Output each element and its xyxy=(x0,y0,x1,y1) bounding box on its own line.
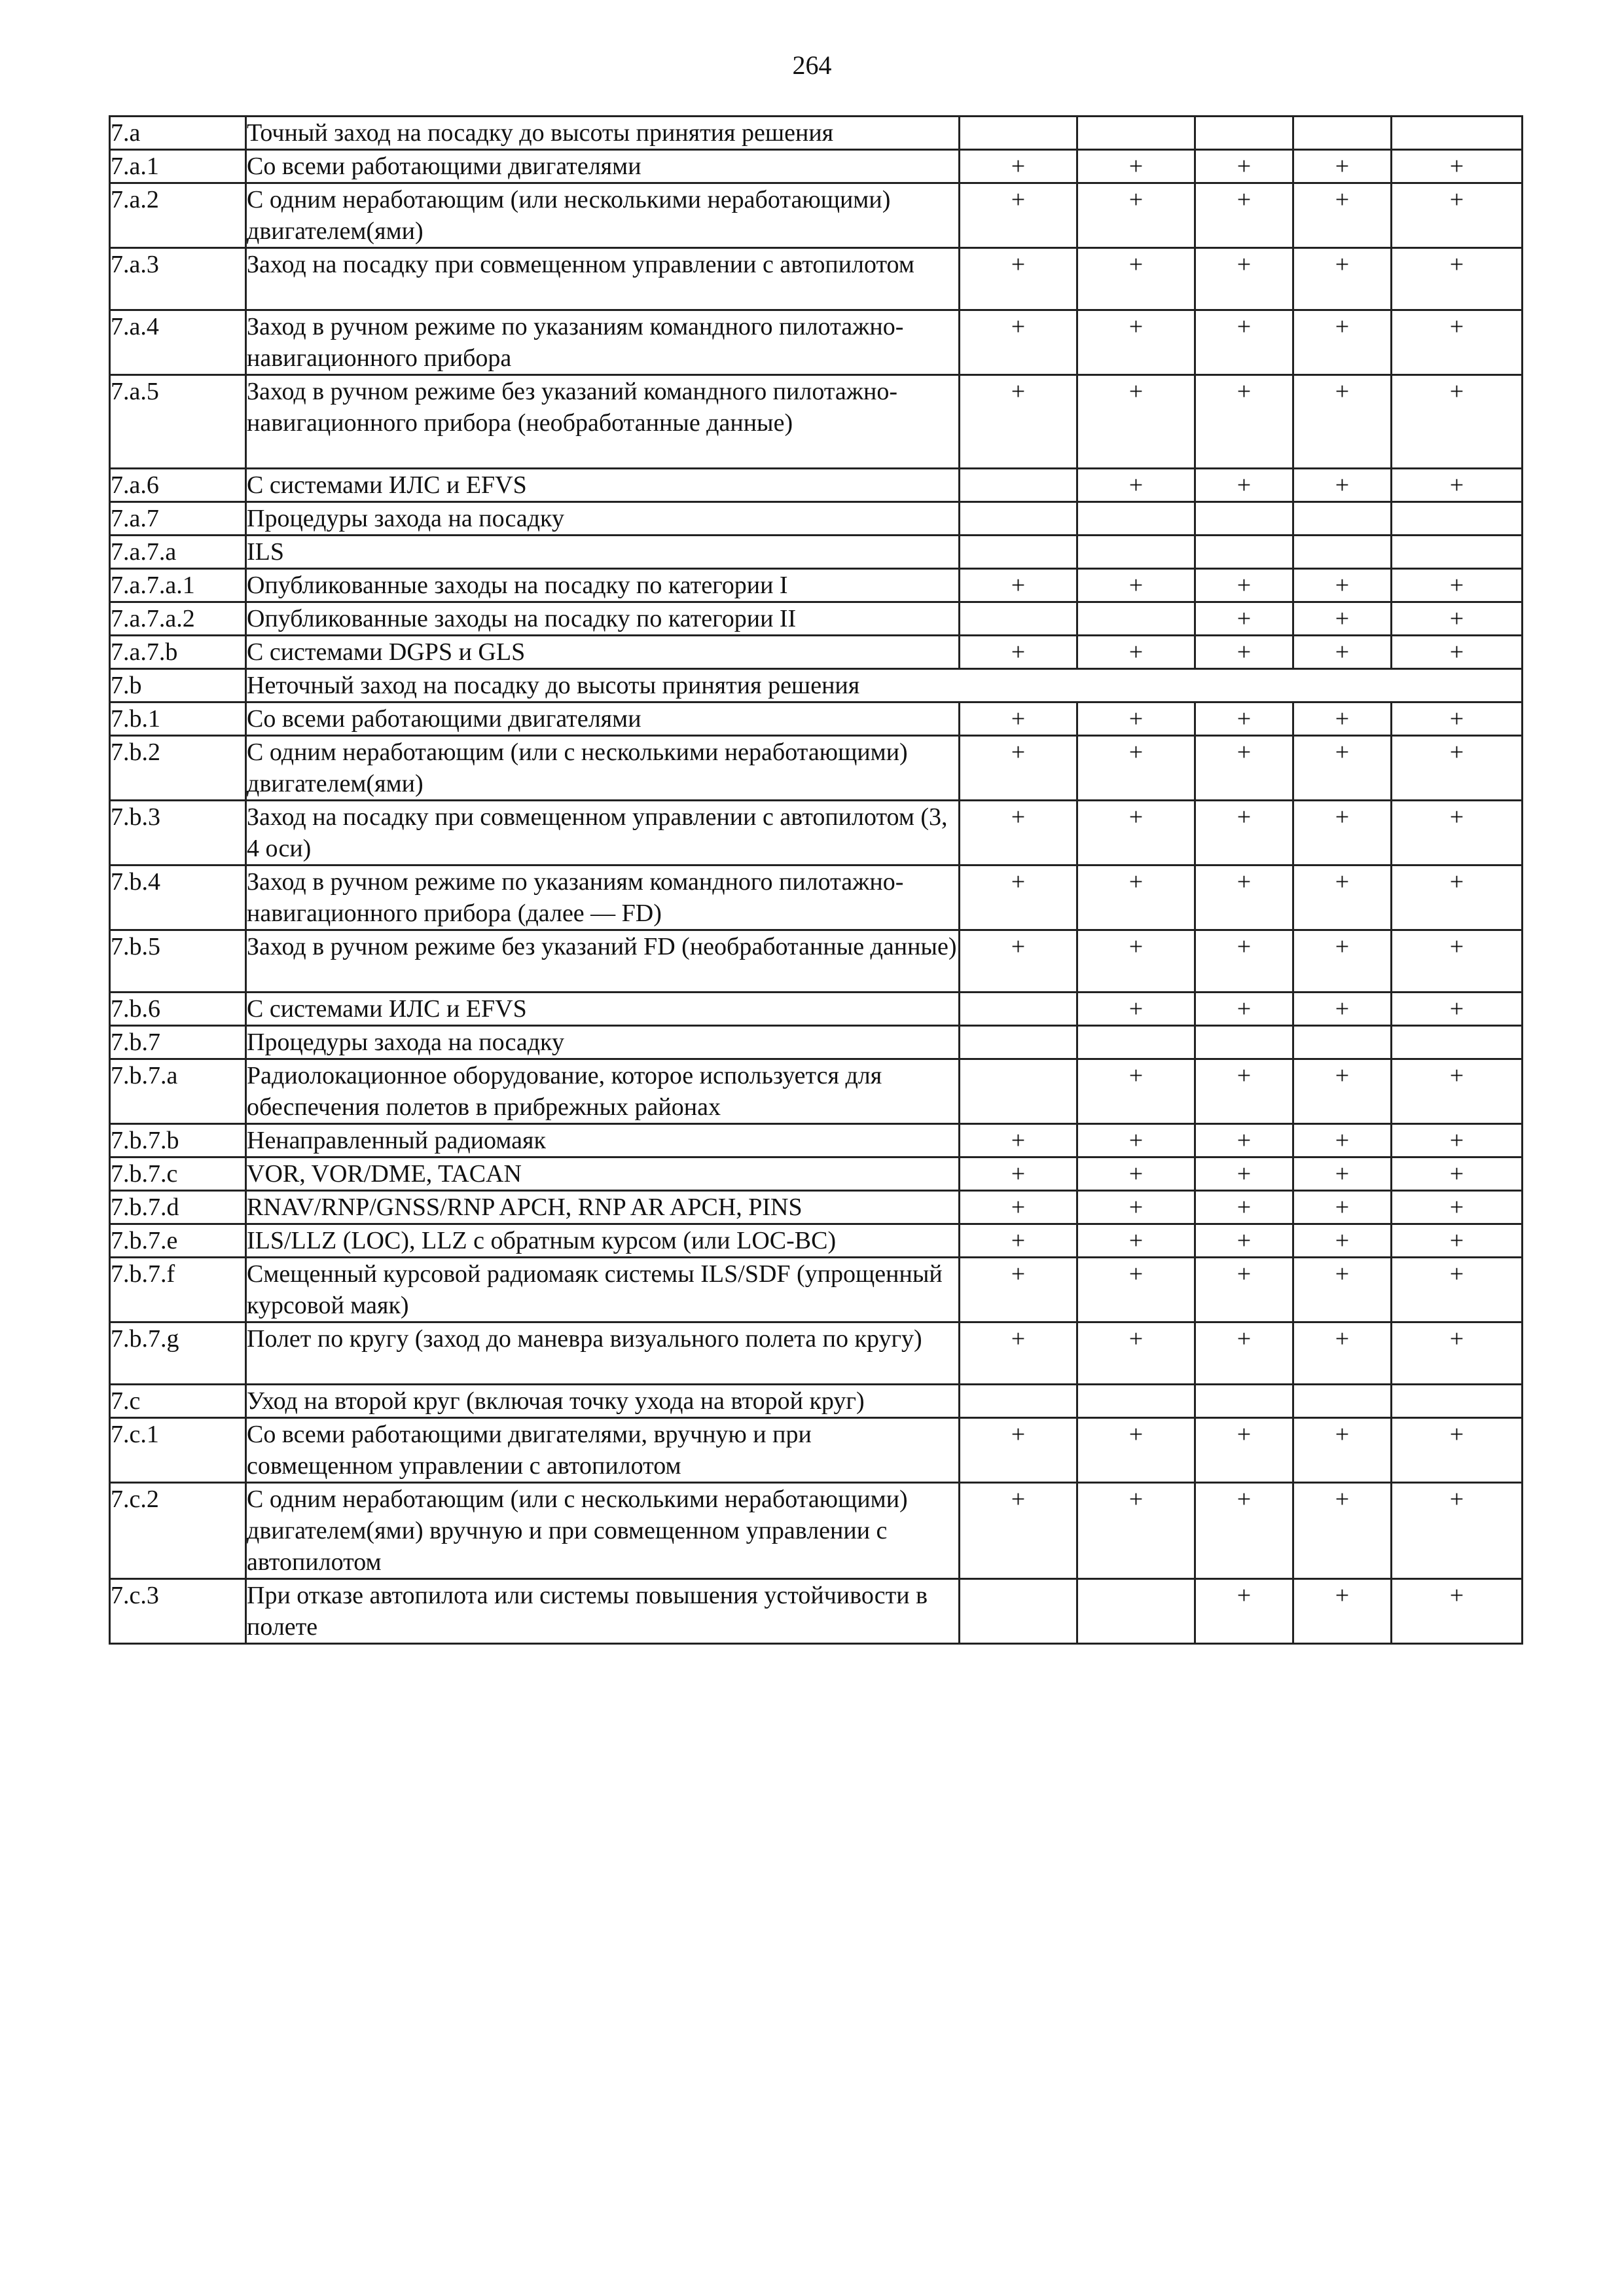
row-mark-col-5 xyxy=(1392,502,1523,536)
row-description: Точный заход на посадку до высоты принятия решения xyxy=(246,117,960,150)
row-mark-col-1: + xyxy=(960,702,1077,736)
table-row xyxy=(110,1059,1523,1124)
row-mark-col-5: + xyxy=(1392,1191,1523,1224)
row-code: 7.b.7.b xyxy=(110,1124,246,1157)
row-mark-col-2: + xyxy=(1077,1418,1195,1483)
row-mark-col-3 xyxy=(1195,536,1293,569)
table-row xyxy=(110,569,1523,602)
row-mark-col-2: + xyxy=(1077,702,1195,736)
row-mark-col-4 xyxy=(1293,1385,1392,1418)
row-mark-col-2: + xyxy=(1077,1124,1195,1157)
row-mark-col-1: + xyxy=(960,1191,1077,1224)
row-mark-col-4: + xyxy=(1293,1157,1392,1191)
row-mark-col-4: + xyxy=(1293,602,1392,636)
row-mark-col-4: + xyxy=(1293,1418,1392,1483)
table-row xyxy=(110,866,1523,930)
row-mark-col-3 xyxy=(1195,1385,1293,1418)
row-mark-col-3: + xyxy=(1195,248,1293,310)
row-mark-col-5: + xyxy=(1392,248,1523,310)
row-mark-col-3 xyxy=(1195,117,1293,150)
row-code: 7.b.5 xyxy=(110,930,246,993)
row-mark-col-2: + xyxy=(1077,1483,1195,1579)
row-mark-col-4: + xyxy=(1293,1483,1392,1579)
row-description: RNAV/RNP/GNSS/RNP APCH, RNP AR APCH, PINS xyxy=(246,1191,960,1224)
row-code: 7.a.7.a.1 xyxy=(110,569,246,602)
row-description: С одним неработающим (или несколькими неработающими) двигателем(ями) xyxy=(246,183,960,248)
row-description: Заход в ручном режиме по указаниям командного пилотажно-навигационного прибора (далее — FD) xyxy=(246,866,960,930)
row-mark-col-3: + xyxy=(1195,1483,1293,1579)
row-mark-col-4: + xyxy=(1293,993,1392,1026)
table-row xyxy=(110,502,1523,536)
row-mark-col-2: + xyxy=(1077,1059,1195,1124)
row-code: 7.a.1 xyxy=(110,150,246,183)
table-row xyxy=(110,1124,1523,1157)
row-mark-col-4: + xyxy=(1293,1322,1392,1385)
row-description: Ненаправленный радиомаяк xyxy=(246,1124,960,1157)
row-mark-col-4: + xyxy=(1293,702,1392,736)
row-mark-col-5: + xyxy=(1392,1258,1523,1322)
row-mark-col-5: + xyxy=(1392,183,1523,248)
row-mark-col-4: + xyxy=(1293,1224,1392,1258)
table-row xyxy=(110,117,1523,150)
row-code: 7.a.7.b xyxy=(110,636,246,669)
row-mark-col-4: + xyxy=(1293,310,1392,375)
row-mark-col-3: + xyxy=(1195,866,1293,930)
row-mark-col-2: + xyxy=(1077,866,1195,930)
row-mark-col-1: + xyxy=(960,866,1077,930)
row-mark-col-5: + xyxy=(1392,1483,1523,1579)
row-description: Со всеми работающими двигателями xyxy=(246,702,960,736)
row-description: Неточный заход на посадку до высоты принятия решения xyxy=(246,669,1523,702)
row-mark-col-3: + xyxy=(1195,1224,1293,1258)
row-description: ILS xyxy=(246,536,960,569)
row-mark-col-1: + xyxy=(960,1124,1077,1157)
row-code: 7.b.7.g xyxy=(110,1322,246,1385)
table-row xyxy=(110,1224,1523,1258)
row-code: 7.a.6 xyxy=(110,469,246,502)
row-mark-col-2: + xyxy=(1077,150,1195,183)
row-description: VOR, VOR/DME, TACAN xyxy=(246,1157,960,1191)
row-mark-col-4: + xyxy=(1293,375,1392,469)
row-description: Со всеми работающими двигателями xyxy=(246,150,960,183)
row-mark-col-1 xyxy=(960,469,1077,502)
table-row xyxy=(110,801,1523,866)
row-mark-col-2: + xyxy=(1077,801,1195,866)
row-mark-col-4: + xyxy=(1293,1579,1392,1644)
row-description: С системами DGPS и GLS xyxy=(246,636,960,669)
row-description: Заход в ручном режиме без указаний FD (необработанные данные) xyxy=(246,930,960,993)
table-row xyxy=(110,602,1523,636)
row-mark-col-1: + xyxy=(960,801,1077,866)
row-mark-col-3: + xyxy=(1195,930,1293,993)
table-row xyxy=(110,469,1523,502)
row-mark-col-1 xyxy=(960,502,1077,536)
row-mark-col-5: + xyxy=(1392,993,1523,1026)
table-row xyxy=(110,183,1523,248)
row-mark-col-5: + xyxy=(1392,702,1523,736)
row-description: Полет по кругу (заход до маневра визуального полета по кругу) xyxy=(246,1322,960,1385)
row-mark-col-1: + xyxy=(960,1258,1077,1322)
row-code: 7.a.7.a xyxy=(110,536,246,569)
table-row xyxy=(110,636,1523,669)
row-mark-col-2 xyxy=(1077,1579,1195,1644)
row-code: 7.a.5 xyxy=(110,375,246,469)
row-code: 7.b.7 xyxy=(110,1026,246,1059)
row-mark-col-2: + xyxy=(1077,736,1195,801)
row-mark-col-2: + xyxy=(1077,1258,1195,1322)
row-mark-col-5 xyxy=(1392,1385,1523,1418)
row-code: 7.b.1 xyxy=(110,702,246,736)
row-code: 7.a xyxy=(110,117,246,150)
row-code: 7.b.2 xyxy=(110,736,246,801)
row-mark-col-1: + xyxy=(960,183,1077,248)
row-code: 7.b.7.d xyxy=(110,1191,246,1224)
row-mark-col-2: + xyxy=(1077,1157,1195,1191)
row-mark-col-1: + xyxy=(960,569,1077,602)
row-description: Заход на посадку при совмещенном управлении с автопилотом xyxy=(246,248,960,310)
row-mark-col-3: + xyxy=(1195,736,1293,801)
row-description: С одним неработающим (или с несколькими неработающими) двигателем(ями) вручную и при совмещенном управлении с автопилотом xyxy=(246,1483,960,1579)
row-mark-col-4: + xyxy=(1293,1059,1392,1124)
row-mark-col-5 xyxy=(1392,117,1523,150)
row-mark-col-3: + xyxy=(1195,993,1293,1026)
row-code: 7.c.2 xyxy=(110,1483,246,1579)
row-code: 7.b.6 xyxy=(110,993,246,1026)
row-mark-col-5: + xyxy=(1392,150,1523,183)
row-code: 7.c.3 xyxy=(110,1579,246,1644)
table-row xyxy=(110,310,1523,375)
row-mark-col-3: + xyxy=(1195,636,1293,669)
row-mark-col-3: + xyxy=(1195,183,1293,248)
row-description: Процедуры захода на посадку xyxy=(246,1026,960,1059)
row-mark-col-3: + xyxy=(1195,1157,1293,1191)
row-code: 7.a.2 xyxy=(110,183,246,248)
row-description: Опубликованные заходы на посадку по категории II xyxy=(246,602,960,636)
row-mark-col-5: + xyxy=(1392,469,1523,502)
row-mark-col-5: + xyxy=(1392,736,1523,801)
row-mark-col-1 xyxy=(960,993,1077,1026)
table-row xyxy=(110,1157,1523,1191)
row-mark-col-1: + xyxy=(960,1418,1077,1483)
row-mark-col-4 xyxy=(1293,502,1392,536)
row-description: ILS/LLZ (LOC), LLZ с обратным курсом (или LOC-BC) xyxy=(246,1224,960,1258)
row-mark-col-4: + xyxy=(1293,150,1392,183)
row-code: 7.b.4 xyxy=(110,866,246,930)
row-mark-col-5: + xyxy=(1392,602,1523,636)
row-mark-col-5: + xyxy=(1392,1157,1523,1191)
table-row xyxy=(110,1322,1523,1385)
table-row xyxy=(110,993,1523,1026)
row-mark-col-2: + xyxy=(1077,1322,1195,1385)
row-mark-col-2: + xyxy=(1077,310,1195,375)
table-row xyxy=(110,1258,1523,1322)
row-mark-col-1 xyxy=(960,1579,1077,1644)
row-mark-col-2: + xyxy=(1077,1224,1195,1258)
row-mark-col-3: + xyxy=(1195,569,1293,602)
row-description: Смещенный курсовой радиомаяк системы ILS/SDF (упрощенный курсовой маяк) xyxy=(246,1258,960,1322)
row-mark-col-5: + xyxy=(1392,636,1523,669)
table-row xyxy=(110,150,1523,183)
row-mark-col-1: + xyxy=(960,248,1077,310)
row-mark-col-2: + xyxy=(1077,469,1195,502)
table-row xyxy=(110,669,1523,702)
row-mark-col-4 xyxy=(1293,117,1392,150)
row-mark-col-4: + xyxy=(1293,866,1392,930)
row-mark-col-1: + xyxy=(960,736,1077,801)
table-row xyxy=(110,1418,1523,1483)
row-mark-col-3: + xyxy=(1195,1579,1293,1644)
row-mark-col-2: + xyxy=(1077,1191,1195,1224)
row-mark-col-2: + xyxy=(1077,183,1195,248)
row-mark-col-1 xyxy=(960,1059,1077,1124)
row-mark-col-2: + xyxy=(1077,569,1195,602)
row-mark-col-5: + xyxy=(1392,1322,1523,1385)
row-mark-col-4: + xyxy=(1293,1124,1392,1157)
row-mark-col-2 xyxy=(1077,117,1195,150)
row-code: 7.b.3 xyxy=(110,801,246,866)
row-mark-col-5: + xyxy=(1392,569,1523,602)
row-mark-col-2 xyxy=(1077,1026,1195,1059)
table-row xyxy=(110,930,1523,993)
row-code: 7.b.7.c xyxy=(110,1157,246,1191)
row-mark-col-5: + xyxy=(1392,1579,1523,1644)
row-mark-col-1: + xyxy=(960,375,1077,469)
row-mark-col-2 xyxy=(1077,602,1195,636)
row-mark-col-2: + xyxy=(1077,248,1195,310)
row-description: Со всеми работающими двигателями, вручную и при совмещенном управлении с автопилотом xyxy=(246,1418,960,1483)
row-mark-col-5: + xyxy=(1392,1059,1523,1124)
row-code: 7.b xyxy=(110,669,246,702)
row-mark-col-4: + xyxy=(1293,801,1392,866)
table-body xyxy=(110,117,1523,1644)
row-mark-col-3 xyxy=(1195,502,1293,536)
row-code: 7.a.4 xyxy=(110,310,246,375)
row-mark-col-3: + xyxy=(1195,1124,1293,1157)
row-code: 7.c xyxy=(110,1385,246,1418)
row-mark-col-5: + xyxy=(1392,1124,1523,1157)
row-description: Заход в ручном режиме по указаниям командного пилотажно-навигационного прибора xyxy=(246,310,960,375)
row-mark-col-1: + xyxy=(960,1483,1077,1579)
row-description: С системами ИЛС и EFVS xyxy=(246,469,960,502)
row-mark-col-5: + xyxy=(1392,375,1523,469)
row-mark-col-1: + xyxy=(960,1157,1077,1191)
row-mark-col-2: + xyxy=(1077,636,1195,669)
row-mark-col-5: + xyxy=(1392,801,1523,866)
row-code: 7.b.7.f xyxy=(110,1258,246,1322)
row-mark-col-3: + xyxy=(1195,1258,1293,1322)
row-mark-col-4 xyxy=(1293,536,1392,569)
row-mark-col-4: + xyxy=(1293,1191,1392,1224)
row-description: Опубликованные заходы на посадку по категории I xyxy=(246,569,960,602)
row-mark-col-3: + xyxy=(1195,1418,1293,1483)
row-code: 7.a.3 xyxy=(110,248,246,310)
row-mark-col-5: + xyxy=(1392,930,1523,993)
row-mark-col-3: + xyxy=(1195,310,1293,375)
row-mark-col-4: + xyxy=(1293,469,1392,502)
row-mark-col-1: + xyxy=(960,930,1077,993)
row-mark-col-3: + xyxy=(1195,702,1293,736)
row-mark-col-2: + xyxy=(1077,993,1195,1026)
row-code: 7.a.7.a.2 xyxy=(110,602,246,636)
row-mark-col-4: + xyxy=(1293,930,1392,993)
table-row xyxy=(110,1579,1523,1644)
row-code: 7.b.7.a xyxy=(110,1059,246,1124)
row-mark-col-4: + xyxy=(1293,569,1392,602)
table-row xyxy=(110,1385,1523,1418)
row-mark-col-1 xyxy=(960,1385,1077,1418)
row-mark-col-5: + xyxy=(1392,310,1523,375)
row-mark-col-4 xyxy=(1293,1026,1392,1059)
row-mark-col-1: + xyxy=(960,150,1077,183)
table-row xyxy=(110,1026,1523,1059)
table-row xyxy=(110,375,1523,469)
row-mark-col-5 xyxy=(1392,536,1523,569)
row-code: 7.b.7.e xyxy=(110,1224,246,1258)
row-mark-col-1 xyxy=(960,1026,1077,1059)
row-mark-col-2 xyxy=(1077,1385,1195,1418)
row-mark-col-5 xyxy=(1392,1026,1523,1059)
row-mark-col-2: + xyxy=(1077,375,1195,469)
row-mark-col-3: + xyxy=(1195,150,1293,183)
row-mark-col-4: + xyxy=(1293,248,1392,310)
row-mark-col-1: + xyxy=(960,1224,1077,1258)
row-mark-col-3 xyxy=(1195,1026,1293,1059)
row-mark-col-3: + xyxy=(1195,602,1293,636)
row-mark-col-3: + xyxy=(1195,1322,1293,1385)
row-description: Уход на второй круг (включая точку ухода на второй круг) xyxy=(246,1385,960,1418)
row-description: Радиолокационное оборудование, которое используется для обеспечения полетов в прибрежных районах xyxy=(246,1059,960,1124)
row-mark-col-3: + xyxy=(1195,1191,1293,1224)
table-row xyxy=(110,536,1523,569)
row-description: Процедуры захода на посадку xyxy=(246,502,960,536)
row-mark-col-1 xyxy=(960,602,1077,636)
row-code: 7.c.1 xyxy=(110,1418,246,1483)
row-mark-col-5: + xyxy=(1392,866,1523,930)
page-number: 264 xyxy=(792,50,832,80)
row-mark-col-3: + xyxy=(1195,1059,1293,1124)
row-description: При отказе автопилота или системы повышения устойчивости в полете xyxy=(246,1579,960,1644)
row-mark-col-5: + xyxy=(1392,1418,1523,1483)
row-description: С одним неработающим (или с несколькими неработающими) двигателем(ями) xyxy=(246,736,960,801)
row-mark-col-4: + xyxy=(1293,1258,1392,1322)
row-mark-col-1: + xyxy=(960,636,1077,669)
row-code: 7.a.7 xyxy=(110,502,246,536)
requirements-table xyxy=(109,115,1523,1645)
row-mark-col-1 xyxy=(960,117,1077,150)
row-mark-col-3: + xyxy=(1195,375,1293,469)
table-row xyxy=(110,248,1523,310)
row-mark-col-2: + xyxy=(1077,930,1195,993)
row-mark-col-4: + xyxy=(1293,636,1392,669)
row-mark-col-2 xyxy=(1077,536,1195,569)
row-description: С системами ИЛС и EFVS xyxy=(246,993,960,1026)
table-row xyxy=(110,736,1523,801)
row-mark-col-4: + xyxy=(1293,183,1392,248)
row-mark-col-1: + xyxy=(960,1322,1077,1385)
row-mark-col-1: + xyxy=(960,310,1077,375)
row-mark-col-3: + xyxy=(1195,801,1293,866)
row-mark-col-1 xyxy=(960,536,1077,569)
row-mark-col-2 xyxy=(1077,502,1195,536)
table-row xyxy=(110,702,1523,736)
table-row xyxy=(110,1191,1523,1224)
row-mark-col-5: + xyxy=(1392,1224,1523,1258)
table-row xyxy=(110,1483,1523,1579)
row-description: Заход на посадку при совмещенном управлении с автопилотом (3, 4 оси) xyxy=(246,801,960,866)
row-mark-col-3: + xyxy=(1195,469,1293,502)
row-description: Заход в ручном режиме без указаний командного пилотажно-навигационного прибора (необработанные данные) xyxy=(246,375,960,469)
row-mark-col-4: + xyxy=(1293,736,1392,801)
